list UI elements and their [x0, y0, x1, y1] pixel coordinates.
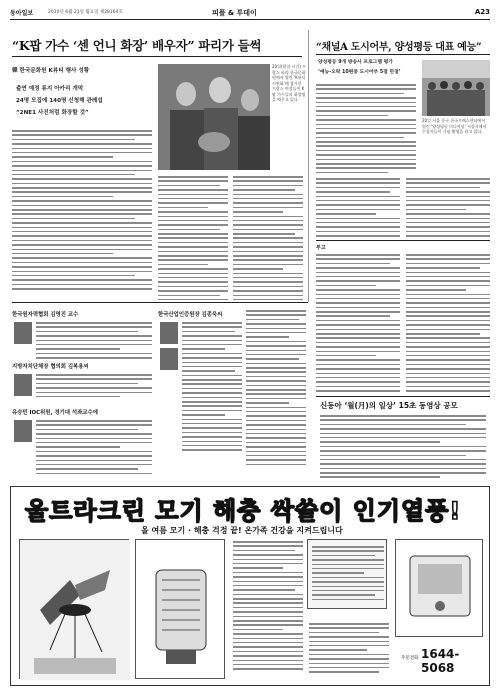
profile-body-3	[36, 420, 152, 477]
right-photo	[422, 60, 490, 116]
right-body-col-2	[316, 178, 400, 239]
ad-product-image	[135, 539, 225, 679]
ad-order-label: 주문전화	[401, 656, 419, 661]
ad-phone-number[interactable]: 1644-5068	[421, 647, 460, 675]
promo-body	[320, 415, 486, 481]
publication-name: 동아일보	[10, 10, 34, 17]
obituary-col-1	[316, 254, 400, 395]
obituary-divider	[316, 240, 490, 241]
ad-subtitle: 올 여름 모기 · 해충 걱정 끝! 온가족 건강을 지켜드립니다	[141, 526, 343, 535]
profile-body-4	[182, 322, 242, 454]
device-icon	[396, 540, 484, 638]
profile-title-2: 지방자치단체장 협의회 김복용씨	[12, 364, 89, 370]
lead-subhead-1: 韓 한국문화원 K뷰티 행사 성황	[12, 68, 90, 74]
lead-body-col-1	[12, 130, 152, 292]
profile-body-5	[246, 310, 306, 468]
profile-body-1	[36, 322, 152, 362]
right-body-col-3	[406, 178, 490, 239]
lead-headline: “K팝 가수 ‘센 언니 화장’ 배우자” 파리가 들썩	[12, 38, 262, 53]
lead-subhead-4: “2NE1 사진처럼 화장할 것”	[16, 110, 89, 116]
page-number: A23	[474, 8, 490, 16]
ad-text-col-1	[233, 541, 303, 673]
obituary-label: 부고	[316, 245, 326, 251]
obituary-col-2	[406, 254, 490, 395]
masthead	[10, 8, 490, 20]
advertisement[interactable]	[10, 486, 490, 686]
ad-product-image-2	[395, 539, 483, 637]
profile-title-4: 한국산업인증원장 김종욱씨	[158, 312, 223, 318]
column-divider	[308, 30, 309, 302]
ad-illustration-mosquito	[19, 539, 129, 679]
promo-box	[316, 396, 490, 484]
ad-info-panel	[307, 539, 387, 609]
profile-photo-1	[14, 322, 32, 344]
right-subhead-1: 양성평등 9개 방송사 프로그램 평가	[318, 60, 393, 65]
profile-title-1: 한국원자력협회 김영진 교수	[12, 312, 79, 318]
profile-photo-2	[14, 374, 32, 396]
lamp-icon	[136, 540, 226, 680]
promo-title: 신동아 ‘월(月)의 일상’ 15초 동영상 공모	[320, 401, 458, 410]
briefs-divider	[12, 302, 308, 303]
right-subhead-2: ‘예능-오락 10편중 도시어부 5점 만점’	[318, 70, 401, 75]
section-title: 피플 & 투데이	[212, 9, 257, 17]
lead-divider	[12, 56, 302, 57]
profile-body-2	[36, 374, 152, 400]
profile-photo-4	[160, 322, 178, 344]
right-divider	[316, 54, 490, 55]
right-headline: “채널A 도시어부, 양성평등 대표 예능”	[316, 42, 482, 53]
ad-title: 울트라크린 모기 해충 싹쓸이 인기열풍!	[25, 497, 462, 525]
ad-banner	[11, 487, 489, 523]
lead-photo-image	[158, 64, 270, 170]
ad-text-col-2	[309, 623, 389, 676]
lead-subhead-2: 출연 예정 류지 아카리 개막	[16, 86, 84, 92]
lead-body-col-3	[233, 176, 303, 303]
lead-subhead-3: 24명 모집에 140명 신청해 관례섭	[16, 98, 103, 104]
lead-photo-caption: 20일(현지 시간) 프랑스 파리 한국문화원에서 열린 ‘K뷰티 시연회’에 참가한 프랑스 여성들이 K팝 가수들의 화장법을 배우고 있다.	[272, 64, 306, 102]
date-line: 2010년 6월 21일 월요일 제28164호	[48, 10, 123, 15]
lead-photo	[158, 64, 270, 170]
mosquito-icon	[20, 540, 130, 680]
right-body-col-1	[316, 84, 416, 176]
lead-body-col-2	[158, 176, 228, 303]
profile-title-3: 유승민 IOC위원, 경기대 석좌교수에	[12, 410, 98, 416]
profile-photo-5	[160, 348, 178, 370]
ad-info-text	[312, 546, 384, 603]
right-photo-caption: 20일 서울 중구 한국프레스센터에서 열린 ‘양성평등 미디어상’ 시상식에서 수상자들이 기념 촬영을 하고 있다.	[422, 118, 487, 134]
right-photo-image	[422, 60, 490, 116]
profile-photo-3	[14, 420, 32, 442]
